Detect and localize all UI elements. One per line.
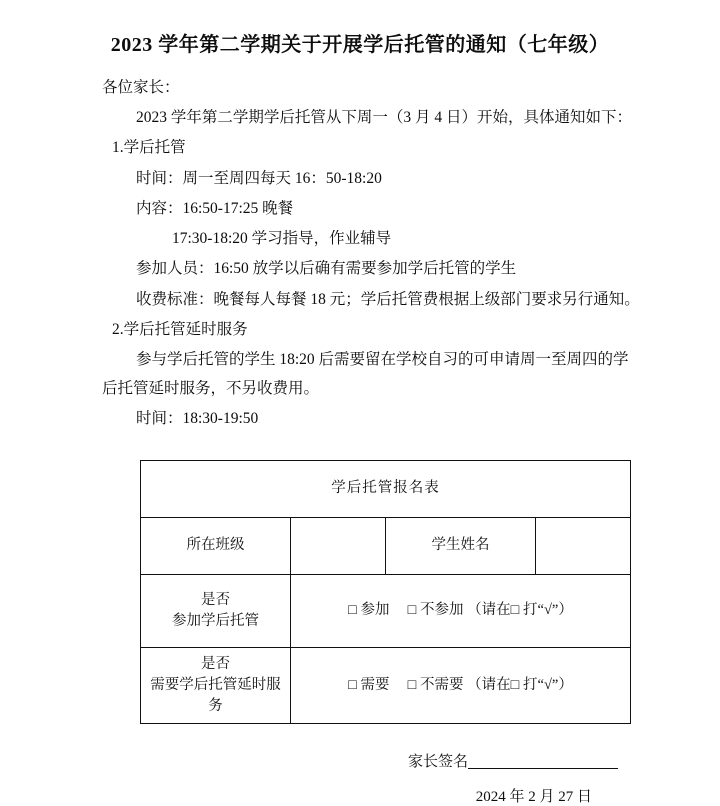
cell-join-label: [141, 575, 291, 648]
signature-rule[interactable]: [468, 767, 618, 769]
cell-join-label-line2: 参加学后托管: [172, 613, 259, 630]
signature-label: 家长签名: [407, 754, 468, 771]
section2-body: 参与学后托管的学生 18:20 后需要留在学校自习的可申请周一至周四的学后托管延时服务，不另收费用。: [102, 350, 629, 398]
date-line: 2024 年 2 月 27 日: [475, 789, 592, 806]
table-row: [141, 575, 631, 648]
section1-heading: 1.学后托管: [112, 139, 186, 157]
section1-participants: 参加人员：16:50 放学以后确有需要参加学后托管的学生: [136, 260, 517, 278]
cell-class-label: 所在班级: [141, 518, 291, 575]
intro-paragraph: 2023 学年第二学期学后托管从下周一（3 月 4 日）开始，具体通知如下：: [136, 109, 633, 127]
cell-join-options[interactable]: □ 参加 □ 不参加 （请在□ 打“√”）: [291, 575, 631, 648]
cell-class-value[interactable]: [291, 518, 386, 575]
cell-name-label: 学生姓名: [386, 518, 536, 575]
cell-extended-label-line1: 是否: [201, 656, 230, 673]
cell-name-value[interactable]: [536, 518, 631, 575]
table-row-title: [141, 461, 631, 518]
section1-content-meal: 内容：16:50-17:25 晚餐: [136, 199, 294, 217]
table-title: 学后托管报名表: [141, 461, 631, 518]
salutation: 各位家长：: [102, 79, 180, 96]
signup-table: [140, 460, 631, 724]
section1-content-study: 17:30-18:20 学习指导，作业辅导: [172, 230, 392, 248]
section2-time: 时间：18:30-19:50: [136, 409, 259, 427]
section1-time: 时间：周一至周四每天 16：50-18:20: [136, 169, 382, 187]
table-row: [141, 518, 631, 575]
cell-extended-label-line2: 需要学后托管延时服务: [150, 677, 281, 715]
section2-heading: 2.学后托管延时服务: [112, 320, 248, 338]
cell-extended-options[interactable]: □ 需要 □ 不需要 （请在□ 打“√”）: [291, 648, 631, 724]
cell-join-label-line1: 是否: [201, 592, 230, 609]
page-title: 2023 学年第二学期关于开展学后托管的通知（七年级）: [110, 34, 610, 56]
cell-extended-label: [141, 648, 291, 724]
table-row: [141, 648, 631, 724]
section1-fee: 收费标准：晚餐每人每餐 18 元；学后托管费根据上级部门要求另行通知。: [136, 290, 640, 308]
